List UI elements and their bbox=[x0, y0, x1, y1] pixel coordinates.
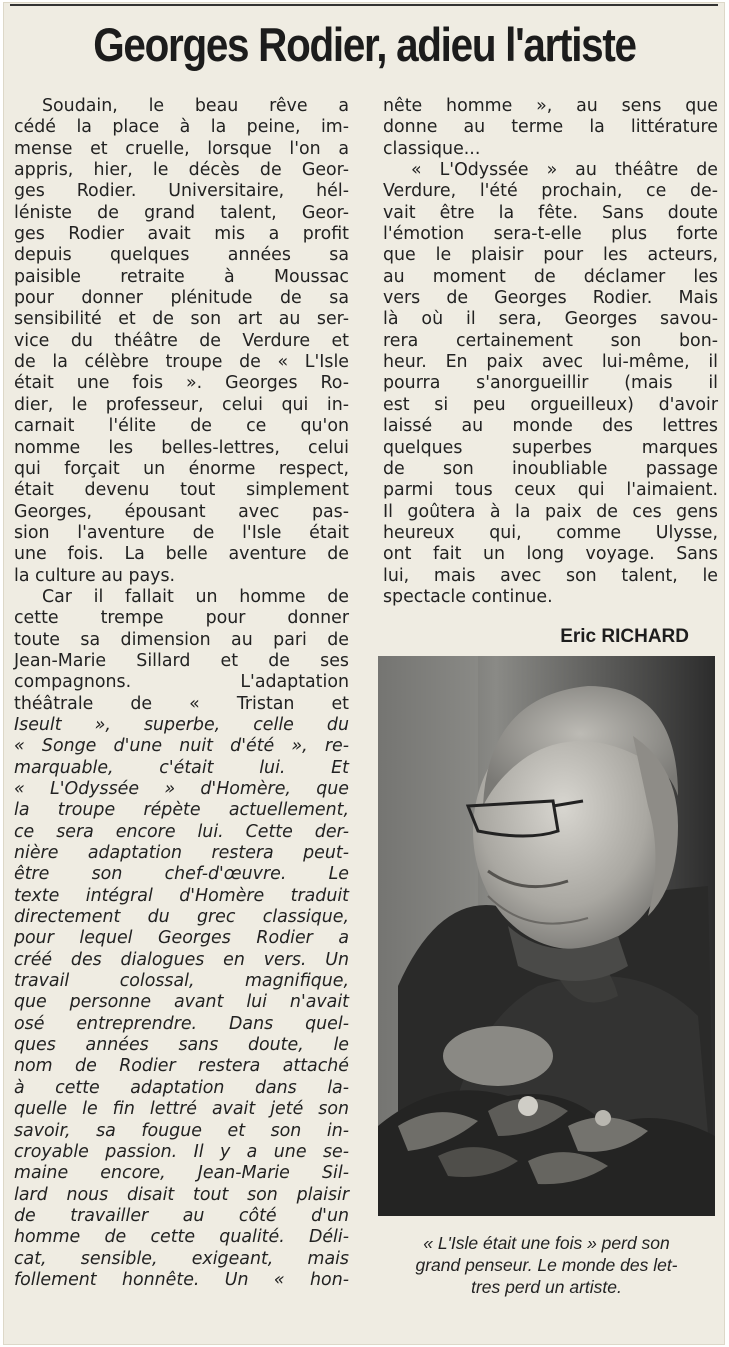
text-line: est si peu orgueilleux) d'avoir bbox=[383, 394, 718, 415]
author-byline: Eric RICHARD bbox=[560, 626, 689, 647]
text-line: la troupe répète actuellement, bbox=[14, 800, 349, 821]
text-line: lui, mais avec son talent, le bbox=[383, 565, 718, 586]
text-line: cat, sensible, exigeant, mais bbox=[14, 1248, 349, 1269]
text-line: vait être la fête. Sans doute bbox=[383, 202, 718, 223]
text-line: ges Rodier avait mis a profit bbox=[14, 224, 349, 245]
text-line: pour donner plénitude de sa bbox=[14, 288, 349, 309]
text-line: compagnons. L'adaptation bbox=[14, 672, 349, 693]
text-line: marquable, c'était lui. Et bbox=[14, 757, 349, 778]
photo-caption bbox=[375, 1232, 718, 1298]
text-line: Car il fallait un homme de bbox=[42, 586, 349, 607]
text-line: Il goûtera à la paix de ces gens bbox=[383, 501, 718, 522]
text-line: croyable passion. Il y a une se- bbox=[14, 1141, 349, 1162]
text-line: Soudain, le beau rêve a bbox=[42, 96, 349, 116]
caption-line: « L'Isle était une fois » perd son bbox=[423, 1233, 670, 1253]
text-line: que le plaisir pour les acteurs, bbox=[383, 245, 718, 266]
text-line: Verdure, l'été prochain, ce de- bbox=[383, 181, 718, 202]
text-line: une fois. La belle aventure de bbox=[14, 544, 349, 565]
text-line: parmi tous ceux qui l'aimaient. bbox=[383, 480, 718, 501]
text-line: ges Rodier. Universitaire, hél- bbox=[14, 181, 349, 202]
text-line: de travailler au côté d'un bbox=[14, 1205, 349, 1226]
text-line: au moment de déclamer les bbox=[383, 266, 718, 287]
text-line: là où il sera, Georges savou- bbox=[383, 309, 718, 330]
text-line: sensibilité et de son art au ser- bbox=[14, 309, 349, 330]
text-line: sion l'aventure de l'Isle était bbox=[14, 522, 349, 543]
text-line: était devenu tout simplement bbox=[14, 480, 349, 501]
text-line: nête homme », au sens que bbox=[383, 96, 718, 116]
article-column-right bbox=[383, 96, 718, 608]
text-line: homme de cette qualité. Déli- bbox=[14, 1227, 349, 1248]
caption-line: grand penseur. Le monde des let- bbox=[415, 1255, 678, 1275]
text-line: mense et cruelle, lorsque l'on a bbox=[14, 138, 349, 159]
text-line: « L'Odyssée » d'Homère, que bbox=[14, 779, 349, 799]
article-column-left bbox=[14, 96, 349, 1291]
text-line: laissé au monde des lettres bbox=[383, 416, 718, 437]
text-line: à cette adaptation dans la- bbox=[14, 1077, 349, 1098]
headline: Georges Rodier, adieu l'artiste bbox=[93, 18, 636, 71]
text-line: « L'Odyssée » au théâtre de bbox=[411, 160, 718, 181]
text-line: carnait l'élite de ce qu'on bbox=[14, 416, 349, 437]
text-line: était une fois ». Georges Ro- bbox=[14, 373, 349, 394]
text-line: vers de Georges Rodier. Mais bbox=[383, 288, 718, 309]
text-line: ont fait un long voyage. Sans bbox=[383, 544, 718, 565]
caption-line: tres perd un artiste. bbox=[471, 1277, 622, 1297]
text-line: dier, le professeur, celui qui in- bbox=[14, 394, 349, 415]
text-line: classique... bbox=[383, 138, 481, 159]
text-line: de la célèbre troupe de « L'Isle bbox=[14, 352, 349, 373]
text-line: Iseult », superbe, celle du bbox=[14, 714, 349, 735]
top-rule bbox=[10, 4, 718, 6]
text-line: nière adaptation restera peut- bbox=[14, 843, 349, 864]
text-line: lard nous disait tout son plaisir bbox=[14, 1184, 349, 1205]
text-line: léniste de grand talent, Geor- bbox=[14, 202, 349, 223]
text-line: appris, hier, le décès de Geor- bbox=[14, 160, 349, 181]
text-line: toute sa dimension au pari de bbox=[14, 629, 349, 650]
text-line: pour lequel Georges Rodier a bbox=[14, 928, 349, 949]
text-line: donne au terme la littérature bbox=[383, 117, 718, 138]
text-line: Georges, épousant avec pas- bbox=[14, 501, 349, 522]
text-line: heureux qui, comme Ulysse, bbox=[383, 522, 718, 543]
text-line: qui forçait un énorme respect, bbox=[14, 458, 349, 479]
text-line: nom de Rodier restera attaché bbox=[14, 1056, 349, 1077]
text-line: quelle le fin lettré avait jeté son bbox=[14, 1099, 349, 1120]
text-line: théâtrale de « Tristan et bbox=[14, 693, 349, 714]
text-line: maine encore, Jean-Marie Sil- bbox=[14, 1163, 349, 1184]
text-line: follement honnête. Un « hon- bbox=[14, 1269, 349, 1290]
text-line: paisible retraite à Moussac bbox=[14, 266, 349, 287]
text-line: rera certainement son bon- bbox=[383, 330, 718, 351]
text-line: de son inoubliable passage bbox=[383, 458, 718, 479]
text-line: l'émotion sera-t-elle plus forte bbox=[383, 224, 718, 245]
text-line: créé des dialogues en vers. Un bbox=[14, 949, 349, 970]
text-line: être son chef-d'œuvre. Le bbox=[14, 864, 349, 885]
text-line: spectacle continue. bbox=[383, 586, 553, 607]
text-line: « Songe d'une nuit d'été », re- bbox=[14, 736, 349, 757]
text-line: nomme les belles-lettres, celui bbox=[14, 437, 349, 458]
portrait-illustration bbox=[378, 656, 715, 1216]
text-line: savoir, sa fougue et son in- bbox=[14, 1120, 349, 1141]
text-line: texte intégral d'Homère traduit bbox=[14, 885, 349, 906]
text-line: la culture au pays. bbox=[14, 565, 176, 586]
text-line: Jean-Marie Sillard et de ses bbox=[14, 650, 349, 671]
text-line: depuis quelques années sa bbox=[14, 245, 349, 266]
text-line: cette trempe pour donner bbox=[14, 608, 349, 629]
text-line: heur. En paix avec lui-même, il bbox=[383, 352, 718, 373]
text-line: cédé la place à la peine, im- bbox=[14, 117, 349, 138]
text-line: directement du grec classique, bbox=[14, 907, 349, 928]
text-line: quelques superbes marques bbox=[383, 437, 718, 458]
text-line: que personne avant lui n'avait bbox=[14, 992, 349, 1013]
text-line: travail colossal, magnifique, bbox=[14, 971, 349, 992]
text-line: osé entreprendre. Dans quel- bbox=[14, 1013, 349, 1034]
portrait-photo bbox=[378, 656, 715, 1216]
text-line: ce sera encore lui. Cette der- bbox=[14, 821, 349, 842]
text-line: ques années sans doute, le bbox=[14, 1035, 349, 1056]
text-line: pourra s'anorgueillir (mais il bbox=[383, 373, 718, 394]
text-line: vice du théâtre de Verdure et bbox=[14, 330, 349, 351]
